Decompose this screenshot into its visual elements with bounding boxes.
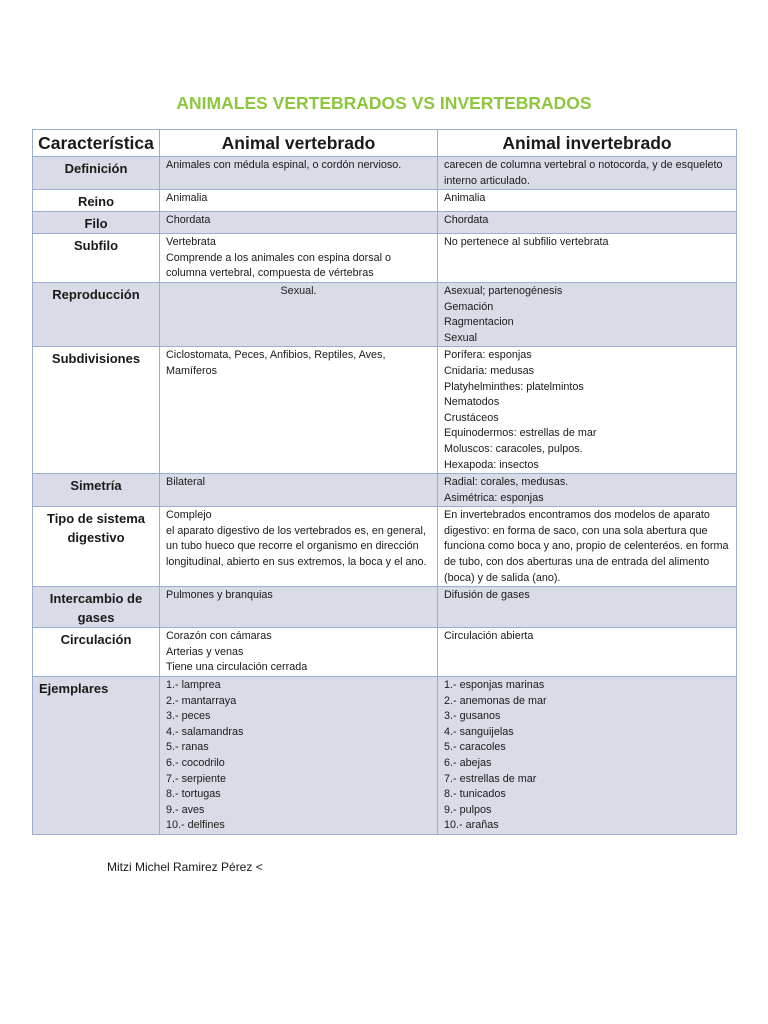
cell-text: 8.- tunicados [444,788,506,801]
cell-text: 5.- caracoles [444,741,506,754]
cell-text: Pulmones y branquias [166,589,273,602]
cell-invertebrado [438,474,737,507]
cell-vertebrado [160,157,438,190]
cell-vertebrado [160,190,438,212]
cell-text: 5.- ranas [166,741,209,754]
cell-text: 6.- abejas [444,757,492,770]
header-invertebrado: Animal invertebrado [438,130,737,157]
row-label: Subfilo [33,234,160,283]
cell-text: Nematodos [444,396,500,409]
cell-invertebrado [438,212,737,234]
cell-text: Comprende a los animales con espina dorsal o columna vertebral, compuesta de vértebras [166,251,392,280]
document-title: ANIMALES VERTEBRADOS VS INVERTEBRADOS [176,93,592,113]
cell-vertebrado [160,282,438,346]
cell-vertebrado [160,234,438,283]
row-ejemplares [33,677,737,835]
cell-text: Porífera: esponjas [444,349,532,362]
cell-text: 10.- delfines [166,819,225,832]
cell-text: Equinodermos: estrellas de mar [444,427,597,440]
cell-text: Moluscos: caracoles, pulpos. [444,442,583,455]
cell-text: Hexapoda: insectos [444,458,539,471]
cell-text: carecen de columna vertebral o notocorda, y de esqueleto interno articulado. [444,159,723,187]
cell-text: 9.- aves [166,803,205,816]
cell-text: 2.- mantarraya [166,694,237,707]
cell-text: Circulación abierta [444,630,534,643]
cell-text: Complejo [166,509,212,522]
cell-text: 3.- gusanos [444,710,501,723]
cell-text: Difusión de gases [444,589,530,602]
cell-text: Sexual [444,331,478,344]
cell-text: Ciclostomata, Peces, Anfibios, Reptiles, Aves, Mamíferos [166,349,386,377]
cell-text: En invertebrados encontramos dos modelos de aparato digestivo: en forma de saco, con una sola abertura que funciona como boca y ano, propio de celenteréos. en forma de tubo, con dos aberturas una de entrada del alimento (boca) y de salida (ano). [444,509,729,584]
cell-text: 7.- estrellas de mar [444,772,537,785]
row-label: Simetría [33,474,160,507]
cell-vertebrado [160,677,438,835]
row-sistema-digestivo [33,507,737,587]
row-label: Reino [33,190,160,212]
row-label: Circulación [33,628,160,677]
cell-text: Asimétrica: esponjas [444,491,544,504]
row-circulacion [33,628,737,677]
cell-invertebrado [438,157,737,190]
cell-text: 6.- cocodrilo [166,757,225,770]
cell-text: el aparato digestivo de los vertebrados es, en general, un tubo hueco que recorre el organismo en dirección longitudinal, abierto en sus extremos, la boca y el ano. [166,524,427,569]
row-simetria [33,474,737,507]
cell-text: 7.- serpiente [166,772,227,785]
header-caracteristica: Característica [33,130,160,157]
row-subfilo [33,234,737,283]
cell-invertebrado [438,628,737,677]
cell-invertebrado [438,190,737,212]
cell-vertebrado [160,587,438,628]
row-label: Definición [33,157,160,190]
cell-text: Platyhelminthes: platelmintos [444,380,584,393]
row-label: Subdivisiones [33,347,160,474]
cell-text: Arterias y venas [166,645,244,658]
cell-text: 2.- anemonas de mar [444,694,547,707]
cell-text: No pertenece al subfilio vertebrata [444,236,609,249]
cell-text: Tiene una circulación cerrada [166,661,308,674]
row-subdivisiones [33,347,737,474]
cell-text: Cnidaria: medusas [444,364,535,377]
cell-text: Gemación [444,300,494,313]
header-vertebrado: Animal vertebrado [160,130,438,157]
cell-text: Ragmentacion [444,316,514,329]
cell-text: 9.- pulpos [444,803,492,816]
cell-text: Asexual; partenogénesis [444,284,563,297]
author-name: Mitzi Michel Ramirez Pérez < [107,860,263,874]
row-definicion [33,157,737,190]
comparison-table [32,129,737,835]
cell-invertebrado [438,234,737,283]
cell-text: Radial: corales, medusas. [444,476,569,489]
cell-text: 4.- salamandras [166,725,244,738]
cell-vertebrado [160,474,438,507]
cell-text: 3.- peces [166,710,211,723]
row-filo [33,212,737,234]
cell-text: Bilateral [166,476,206,489]
cell-text: Corazón con cámaras [166,630,272,643]
cell-text: Crustáceos [444,411,499,424]
cell-text: Animalia [166,192,208,205]
row-label: Intercambio de gases [33,587,160,628]
row-label: Tipo de sistema digestivo [33,507,160,587]
cell-text: Chordata [444,214,489,227]
cell-text: 1.- esponjas marinas [444,679,545,692]
cell-invertebrado [438,507,737,587]
cell-text: Chordata [166,214,211,227]
row-reino [33,190,737,212]
row-reproduccion [33,282,737,346]
row-label: Filo [33,212,160,234]
cell-text: Animalia [444,192,486,205]
cell-vertebrado [160,507,438,587]
cell-invertebrado [438,587,737,628]
cell-text: Animales con médula espinal, o cordón nervioso. [166,159,402,171]
cell-vertebrado [160,628,438,677]
cell-vertebrado [160,212,438,234]
cell-invertebrado [438,347,737,474]
row-intercambio-gases [33,587,737,628]
cell-invertebrado [438,677,737,835]
cell-text: 8.- tortugas [166,788,221,801]
cell-invertebrado [438,282,737,346]
cell-vertebrado [160,347,438,474]
cell-text: Sexual. [280,284,317,297]
row-label: Reproducción [33,282,160,346]
table-header-row [33,130,737,157]
cell-text: 4.- sanguijelas [444,725,514,738]
cell-text: Vertebrata [166,236,216,249]
row-label: Ejemplares [33,677,160,835]
cell-text: 1.- lamprea [166,679,221,692]
cell-text: 10.- arañas [444,819,499,832]
